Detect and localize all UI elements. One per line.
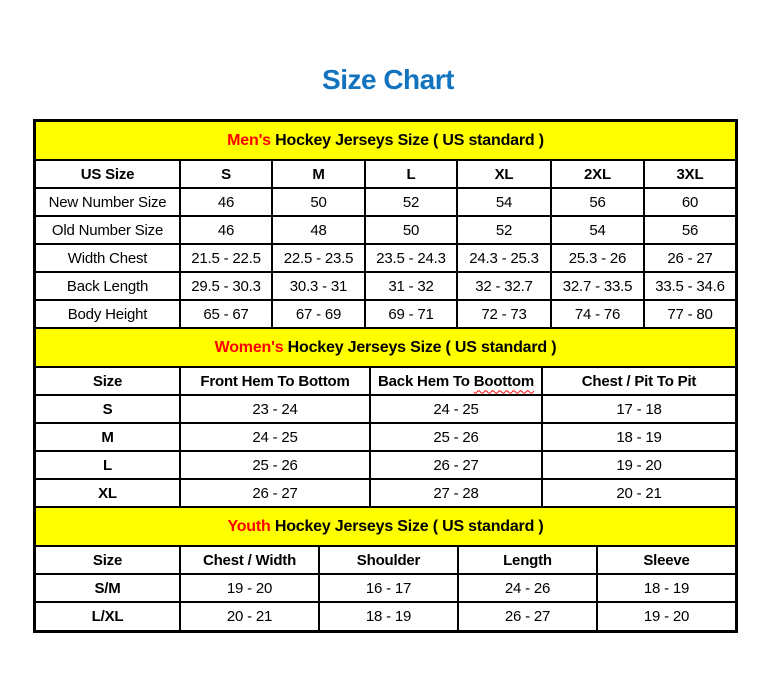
table-row: [36, 188, 735, 216]
youth-col-header: Chest / Width: [180, 546, 319, 574]
table-row: [36, 574, 735, 602]
womens-size-table: [36, 329, 735, 508]
youth-size-table: [36, 508, 735, 630]
table-cell: 69 - 71: [365, 300, 457, 328]
mens-header-row: [36, 160, 735, 188]
table-cell: 50: [365, 216, 457, 244]
mens-col-header: XL: [457, 160, 551, 188]
mens-col-header: L: [365, 160, 457, 188]
womens-section-rest: Hockey Jerseys Size ( US standard ): [283, 338, 557, 356]
misspelled-word: Boottom: [473, 372, 534, 390]
table-cell: 20 - 21: [542, 479, 735, 507]
row-label: Body Height: [36, 300, 180, 328]
table-row: [36, 479, 735, 507]
row-label: L/XL: [36, 602, 180, 630]
mens-col-header: M: [272, 160, 365, 188]
table-cell: 25 - 26: [180, 451, 370, 479]
youth-header-row: [36, 546, 735, 574]
table-cell: 19 - 20: [180, 574, 319, 602]
womens-section-band: [36, 329, 735, 367]
row-label: Back Length: [36, 272, 180, 300]
table-row: [36, 602, 735, 630]
table-cell: 56: [551, 188, 644, 216]
table-cell: 23.5 - 24.3: [365, 244, 457, 272]
table-cell: 46: [180, 188, 272, 216]
row-label: S: [36, 395, 180, 423]
table-cell: 46: [180, 216, 272, 244]
table-cell: 18 - 19: [597, 574, 735, 602]
table-cell: 23 - 24: [180, 395, 370, 423]
table-cell: 77 - 80: [644, 300, 735, 328]
table-cell: 26 - 27: [180, 479, 370, 507]
row-label: Width Chest: [36, 244, 180, 272]
mens-section-band: [36, 122, 735, 160]
table-cell: 24 - 26: [458, 574, 597, 602]
mens-col-header: US Size: [36, 160, 180, 188]
table-cell: 27 - 28: [370, 479, 542, 507]
table-cell: 26 - 27: [644, 244, 735, 272]
mens-col-header: 2XL: [551, 160, 644, 188]
table-cell: 25 - 26: [370, 423, 542, 451]
row-label: XL: [36, 479, 180, 507]
youth-section-title: [36, 508, 735, 546]
table-cell: 74 - 76: [551, 300, 644, 328]
table-cell: 18 - 19: [542, 423, 735, 451]
table-cell: 60: [644, 188, 735, 216]
table-cell: 50: [272, 188, 365, 216]
mens-section-highlight: Men's: [227, 131, 271, 149]
table-cell: 16 - 17: [319, 574, 458, 602]
youth-col-header: Size: [36, 546, 180, 574]
table-row: [36, 216, 735, 244]
table-cell: 30.3 - 31: [272, 272, 365, 300]
table-cell: 54: [551, 216, 644, 244]
table-cell: 24 - 25: [370, 395, 542, 423]
mens-col-header: S: [180, 160, 272, 188]
row-label: S/M: [36, 574, 180, 602]
row-label: New Number Size: [36, 188, 180, 216]
youth-col-header: Shoulder: [319, 546, 458, 574]
womens-section-highlight: Women's: [214, 338, 284, 356]
row-label: Old Number Size: [36, 216, 180, 244]
table-cell: 18 - 19: [319, 602, 458, 630]
youth-section-rest: Hockey Jerseys Size ( US standard ): [270, 517, 544, 535]
table-cell: 26 - 27: [458, 602, 597, 630]
table-cell: 17 - 18: [542, 395, 735, 423]
table-cell: 24.3 - 25.3: [457, 244, 551, 272]
mens-section-rest: Hockey Jerseys Size ( US standard ): [270, 131, 544, 149]
table-cell: 22.5 - 23.5: [272, 244, 365, 272]
table-cell: 32 - 32.7: [457, 272, 551, 300]
womens-col-header: Size: [36, 367, 180, 395]
table-cell: 52: [365, 188, 457, 216]
table-cell: 31 - 32: [365, 272, 457, 300]
table-cell: 21.5 - 22.5: [180, 244, 272, 272]
womens-section-title: [36, 329, 735, 367]
mens-size-table: [36, 122, 735, 329]
table-cell: 67 - 69: [272, 300, 365, 328]
table-cell: 19 - 20: [542, 451, 735, 479]
table-row: [36, 395, 735, 423]
table-cell: 26 - 27: [370, 451, 542, 479]
page-title: Size Chart: [322, 64, 454, 95]
table-cell: 32.7 - 33.5: [551, 272, 644, 300]
table-row: [36, 272, 735, 300]
table-cell: 20 - 21: [180, 602, 319, 630]
table-cell: 65 - 67: [180, 300, 272, 328]
table-cell: 54: [457, 188, 551, 216]
table-cell: 48: [272, 216, 365, 244]
table-cell: 29.5 - 30.3: [180, 272, 272, 300]
womens-col-header: Chest / Pit To Pit: [542, 367, 735, 395]
table-cell: 52: [457, 216, 551, 244]
youth-col-header: Sleeve: [597, 546, 735, 574]
youth-col-header: Length: [458, 546, 597, 574]
womens-col-header: Front Hem To Bottom: [180, 367, 370, 395]
table-cell: 24 - 25: [180, 423, 370, 451]
table-row: [36, 244, 735, 272]
mens-col-header: 3XL: [644, 160, 735, 188]
table-cell: 72 - 73: [457, 300, 551, 328]
table-cell: 56: [644, 216, 735, 244]
row-label: M: [36, 423, 180, 451]
youth-section-band: [36, 508, 735, 546]
table-cell: 19 - 20: [643, 608, 690, 625]
size-chart-container: [33, 119, 738, 633]
row-label: L: [36, 451, 180, 479]
mens-section-title: [36, 122, 735, 160]
youth-section-highlight: Youth: [227, 517, 271, 535]
table-cell: 25.3 - 26: [551, 244, 644, 272]
table-row: [36, 423, 735, 451]
misspelled-prefix: Back Hem To: [378, 372, 474, 390]
womens-header-row: [36, 367, 735, 395]
womens-col-header-misspelled: [370, 367, 542, 395]
table-cell: 33.5 - 34.6: [644, 272, 735, 300]
table-row: [36, 451, 735, 479]
table-row: [36, 300, 735, 328]
